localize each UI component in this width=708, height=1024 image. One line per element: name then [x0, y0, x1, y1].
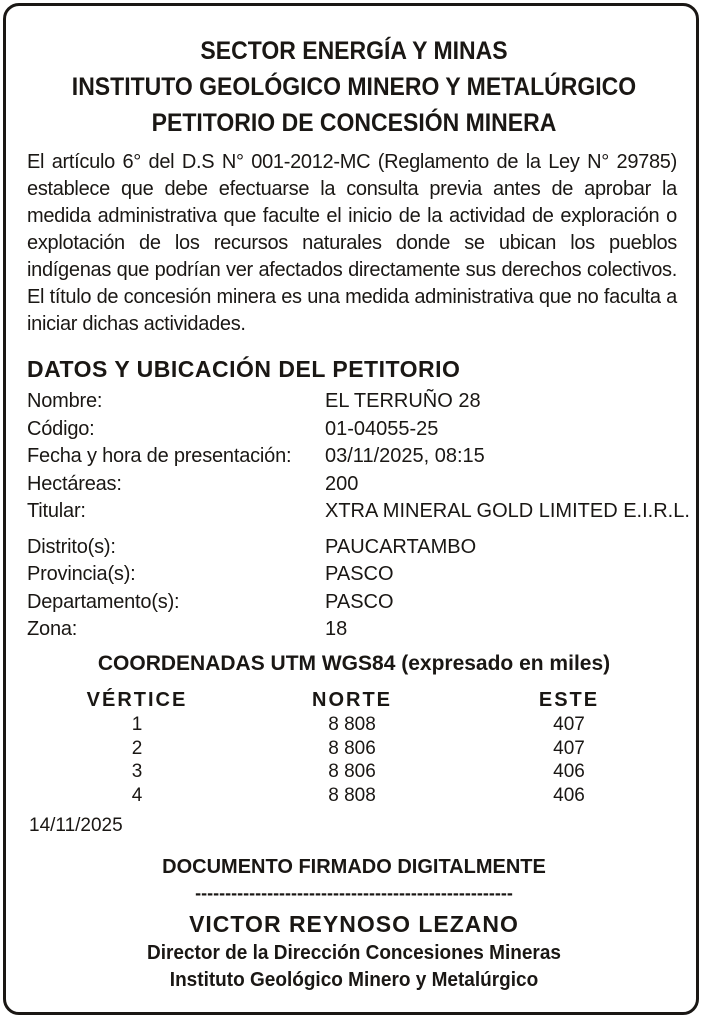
datos-fields — [27, 388, 690, 644]
field-label: Zona: — [27, 618, 78, 640]
field-fecha — [27, 443, 687, 471]
table-cell: 1 — [131, 714, 143, 735]
field-value: 03/11/2025, 08:15 — [325, 445, 485, 467]
field-nombre — [27, 388, 687, 416]
table-cell: 8 806 — [328, 761, 376, 782]
table-cell: 8 808 — [328, 714, 376, 735]
signature-line: ----------------------------------------------------- — [195, 883, 513, 903]
field-label: Titular: — [27, 500, 86, 522]
field-value: PAUCARTAMBO — [325, 535, 477, 558]
field-value: 200 — [325, 472, 359, 495]
table-cell: 407 — [553, 737, 585, 759]
coords-column-este — [479, 687, 659, 807]
field-distrito — [27, 534, 687, 562]
column-header: NORTE — [312, 689, 392, 711]
coords-column-vertice — [47, 687, 227, 807]
signature-block — [0, 853, 708, 994]
field-label: Provincia(s): — [27, 563, 136, 585]
table-cell: 406 — [553, 761, 585, 782]
field-value: PASCO — [325, 590, 394, 613]
header-petition: PETITORIO DE CONCESIÓN MINERA — [151, 109, 557, 137]
field-departamento — [27, 589, 687, 617]
field-label: Nombre: — [27, 390, 103, 412]
datos-section-title: DATOS Y UBICACIÓN DEL PETITORIO — [27, 356, 461, 382]
signer-name: VICTOR REYNOSO LEZANO — [189, 911, 519, 937]
field-label: Fecha y hora de presentación: — [27, 445, 292, 467]
signer-institution: Instituto Geológico Minero y Metalúrgico — [169, 969, 539, 991]
signature-digital-note: DOCUMENTO FIRMADO DIGITALMENTE — [162, 856, 546, 878]
field-value: EL TERRUÑO 28 — [325, 390, 481, 412]
field-label: Distrito(s): — [27, 535, 116, 558]
column-header: VÉRTICE — [86, 689, 188, 711]
coords-column-norte — [262, 687, 442, 807]
field-value: 18 — [325, 618, 348, 640]
table-cell: 407 — [553, 714, 585, 735]
field-zona — [27, 616, 687, 644]
table-cell: 2 — [131, 737, 143, 759]
column-header: ESTE — [538, 689, 600, 711]
notice-date: 14/11/2025 — [29, 815, 123, 836]
field-label: Departamento(s): — [27, 590, 180, 613]
field-label: Código: — [27, 417, 95, 440]
table-cell: 8 808 — [328, 784, 376, 806]
table-cell: 3 — [131, 761, 143, 782]
field-value: 01-04055-25 — [325, 417, 439, 440]
field-provincia — [27, 561, 687, 589]
coords-section-title: COORDENADAS UTM WGS84 (expresado en miles) — [97, 652, 611, 675]
field-gap — [27, 526, 687, 534]
field-hectareas — [27, 471, 687, 499]
table-cell: 4 — [131, 784, 143, 806]
field-value: PASCO — [325, 563, 394, 585]
field-titular — [27, 498, 690, 526]
table-cell: 8 806 — [328, 737, 376, 759]
header-sector: SECTOR ENERGÍA Y MINAS — [200, 37, 508, 65]
field-codigo — [27, 416, 687, 444]
signer-role: Director de la Dirección Concesiones Mineras — [147, 942, 561, 964]
notice-header — [28, 33, 679, 141]
field-label: Hectáreas: — [27, 472, 122, 495]
table-cell: 406 — [553, 784, 585, 806]
intro-paragraph: El artículo 6° del D.S N° 001-2012-MC (Reglamento de la Ley N° 29785) establece que debe efectuarse la consulta previa antes de aprobar la medida administrativa que faculte el inicio de la actividad de exploración o explotación de los recursos naturales donde se ubican los pueblos indígenas que podrían ver afectados directamente sus derechos colectivos. El título de concesión minera es una medida administrativa que no faculta a iniciar dichas actividades. — [27, 151, 677, 335]
field-value: XTRA MINERAL GOLD LIMITED E.I.R.L. — [325, 500, 690, 522]
header-institute: INSTITUTO GEOLÓGICO MINERO Y METALÚRGICO — [71, 73, 637, 101]
